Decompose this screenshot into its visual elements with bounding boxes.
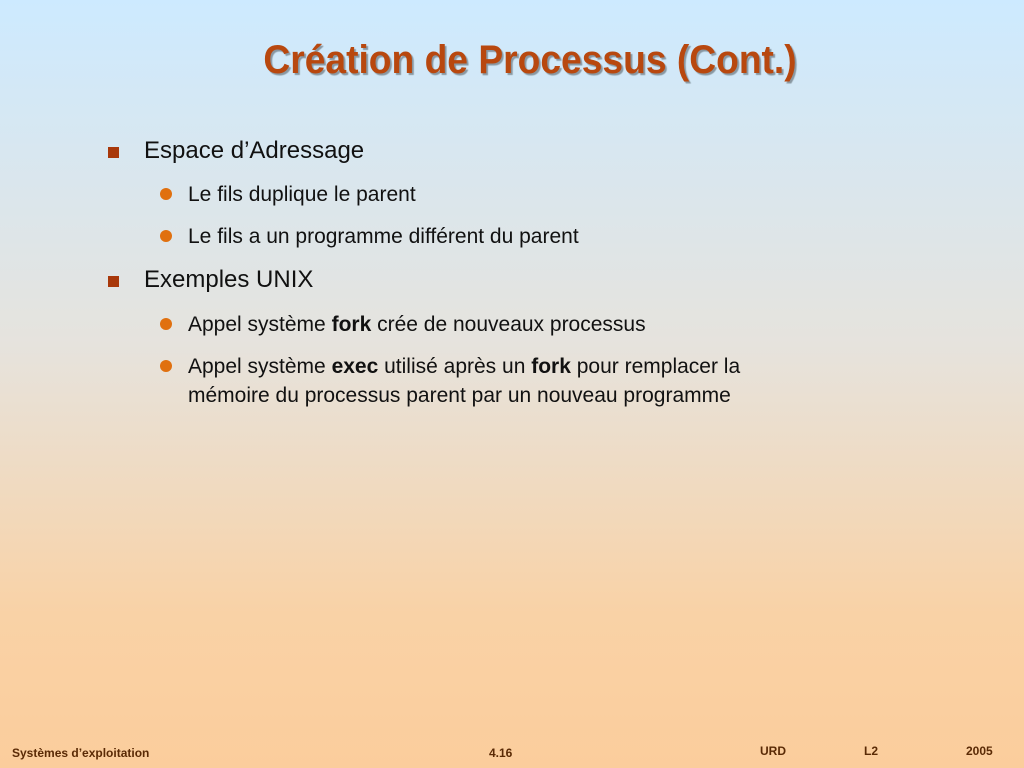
sub-bullet-text: Appel système <box>188 355 332 378</box>
sub-bullet-text: utilisé après un <box>378 355 532 378</box>
slide-title: Création de Processus (Cont.) <box>263 38 797 82</box>
command-name: fork <box>331 313 372 336</box>
round-bullet-icon <box>160 360 172 372</box>
command-name: fork <box>531 355 571 378</box>
bullet-item: Exemples UNIX <box>144 266 314 293</box>
footer-year: 2005 <box>966 744 993 758</box>
sub-bullet-text: Le fils duplique le parent <box>188 183 416 206</box>
bullet-item: Espace d’Adressage <box>144 137 365 164</box>
square-bullet-icon <box>108 276 119 287</box>
square-bullet-icon <box>108 147 119 158</box>
sub-bullet-text: pour remplacer la <box>570 355 741 378</box>
sub-bullet-text: Le fils a un programme différent du parent <box>188 225 579 248</box>
round-bullet-icon <box>160 230 172 242</box>
round-bullet-icon <box>160 318 172 330</box>
sub-bullet-text: Appel système <box>188 313 332 336</box>
sub-bullet-text: crée de nouveaux processus <box>371 313 646 336</box>
command-name: exec <box>331 355 379 378</box>
footer-page-number: 4.16 <box>489 746 513 760</box>
sub-bullet-item <box>188 310 888 339</box>
sub-bullet-text: mémoire du processus parent par un nouveau programme <box>188 384 731 407</box>
round-bullet-icon <box>160 188 172 200</box>
sub-bullet-item <box>188 222 888 251</box>
footer-level: L2 <box>864 744 879 758</box>
footer-course: Systèmes d’exploitation <box>12 746 150 760</box>
footer-school: URD <box>760 744 786 758</box>
sub-bullet-item <box>188 352 888 410</box>
sub-bullet-item <box>188 180 888 209</box>
